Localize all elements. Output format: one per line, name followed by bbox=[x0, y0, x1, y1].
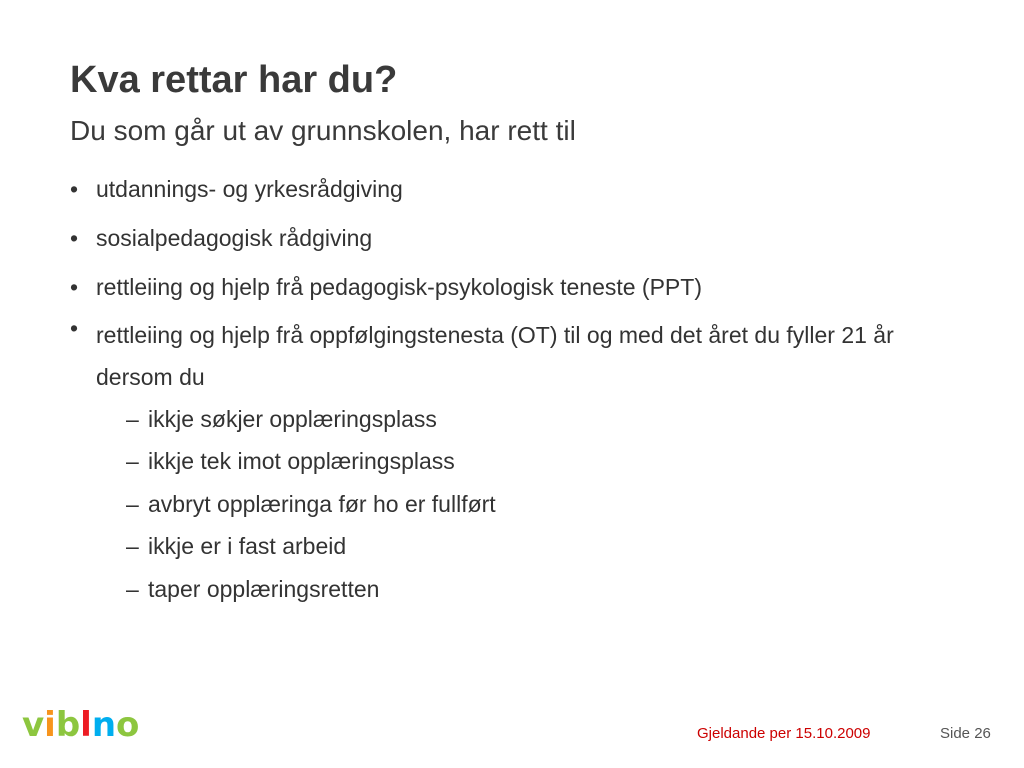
logo-letter: n bbox=[91, 705, 117, 745]
logo-letter: o bbox=[116, 705, 140, 745]
bullet-marker: • bbox=[70, 224, 79, 251]
bullet-list bbox=[70, 175, 970, 629]
sub-bullet-item bbox=[126, 525, 970, 568]
bullet-text: rettleiing og hjelp frå pedagogisk-psykologisk teneste (PPT) bbox=[96, 273, 702, 300]
sub-bullet-marker: – bbox=[126, 448, 139, 475]
sub-bullet-marker: – bbox=[126, 490, 139, 517]
sub-bullet-text: taper opplæringsretten bbox=[148, 575, 380, 602]
logo-letter: v bbox=[22, 705, 45, 745]
sub-bullet-text: avbryt opplæringa før ho er fullført bbox=[148, 490, 496, 517]
sub-bullet-item bbox=[126, 483, 970, 526]
sub-bullet-marker: – bbox=[126, 575, 139, 602]
bullet-marker: • bbox=[70, 273, 79, 300]
logo-letter: i bbox=[44, 705, 56, 745]
viblno-logo bbox=[22, 705, 140, 745]
slide-title: Kva rettar har du? bbox=[70, 59, 398, 101]
logo-letter: b bbox=[55, 705, 81, 745]
footer-date: Gjeldande per 15.10.2009 bbox=[697, 725, 871, 742]
bullet-text: sosialpedagogisk rådgiving bbox=[96, 224, 373, 251]
bullet-marker: • bbox=[70, 176, 79, 202]
sub-bullet-item bbox=[126, 440, 970, 483]
sub-bullet-text: ikkje søkjer opplæringsplass bbox=[148, 405, 437, 432]
bullet-marker: • bbox=[70, 314, 79, 341]
sub-bullet-marker: – bbox=[126, 405, 139, 432]
bullet-item bbox=[70, 273, 970, 303]
sub-bullet-list bbox=[126, 398, 970, 611]
sub-bullet-text: ikkje tek imot opplæringsplass bbox=[148, 448, 455, 475]
sub-bullet-marker: – bbox=[126, 533, 139, 560]
sub-bullet-item bbox=[126, 398, 970, 441]
sub-bullet-text: ikkje er i fast arbeid bbox=[148, 533, 347, 560]
bullet-text: rettleiing og hjelp frå oppfølgingstenesta (OT) til og med det året du fyller 21 år dersom du bbox=[96, 321, 894, 390]
bullet-item bbox=[70, 314, 970, 611]
page-number: Side 26 bbox=[940, 725, 991, 742]
bullet-item bbox=[70, 175, 970, 205]
bullet-item bbox=[70, 224, 970, 254]
sub-bullet-item bbox=[126, 568, 970, 611]
logo-letter: l bbox=[80, 705, 92, 745]
bullet-text: utdannings- og yrkesrådgiving bbox=[96, 176, 403, 202]
slide-subtitle: Du som går ut av grunnskolen, har rett til bbox=[70, 115, 576, 146]
